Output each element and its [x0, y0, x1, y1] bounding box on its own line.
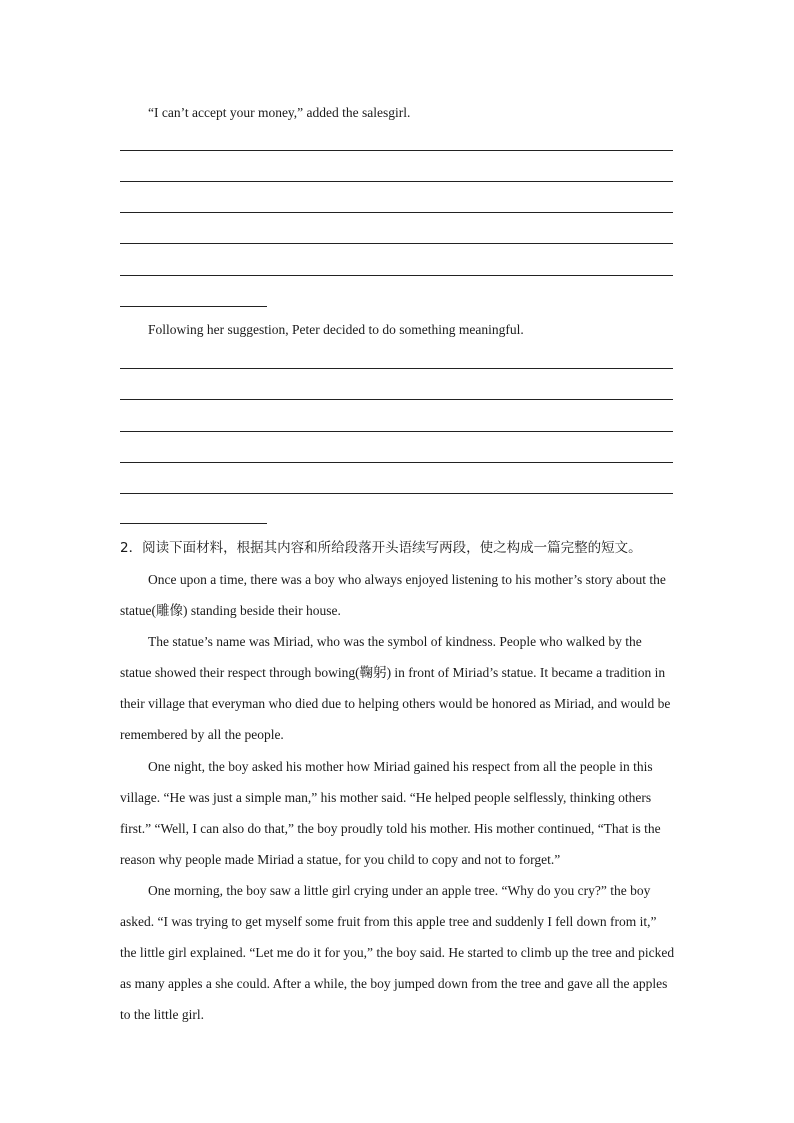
answer-line — [120, 493, 673, 494]
answer-line — [120, 399, 673, 400]
prompt-paragraph-2: Following her suggestion, Peter decided to do something meaningful. — [148, 322, 524, 337]
question-number: 2． — [120, 540, 143, 556]
answer-line — [120, 462, 673, 463]
prompt-paragraph-1: “I can’t accept your money,” added the salesgirl. — [148, 105, 411, 120]
answer-line — [120, 431, 673, 432]
passage-paragraph-3: One night, the boy asked his mother how Miriad gained his respect from all the people in this village. “He was just a simple man,” his mother said. “He helped people selflessly, thinking others first.” “Well, I can also do that,” the boy proudly told his mother. His mother continued, “That is the reason why people made Miriad a statue, for you child to copy and not to forget.” — [120, 759, 661, 867]
answer-line — [120, 243, 673, 244]
passage-paragraph-1: Once upon a time, there was a boy who always enjoyed listening to his mother’s story about the statue(雕像) standing beside their house. — [120, 572, 666, 618]
passage-paragraph-2: The statue’s name was Miriad, who was the symbol of kindness. People who walked by the statue showed their respect through bowing(鞠躬) in front of Miriad’s statue. It became a tradition in their village that everyman who died due to helping others would be honored as Miriad, and would be remembered by all the people. — [120, 634, 671, 742]
answer-line-short — [120, 306, 267, 307]
answer-line-short — [120, 523, 267, 524]
answer-line — [120, 150, 673, 151]
answer-line — [120, 181, 673, 182]
question-2-heading — [120, 538, 680, 558]
answer-line — [120, 368, 673, 369]
answer-line — [120, 275, 673, 276]
answer-line — [120, 212, 673, 213]
passage-paragraph-4: One morning, the boy saw a little girl crying under an apple tree. “Why do you cry?” the boy asked. “I was trying to get myself some fruit from this apple tree and suddenly I fell down from it,” the little girl explained. “Let me do it for you,” the boy said. He started to climb up the tree and picked as many apples a she could. After a while, the boy jumped down from the tree and gave all the apples to the little girl. — [120, 883, 675, 1022]
question-instruction: 阅读下面材料，根据其内容和所给段落开头语续写两段，使之构成一篇完整的短文。 — [142, 540, 642, 556]
